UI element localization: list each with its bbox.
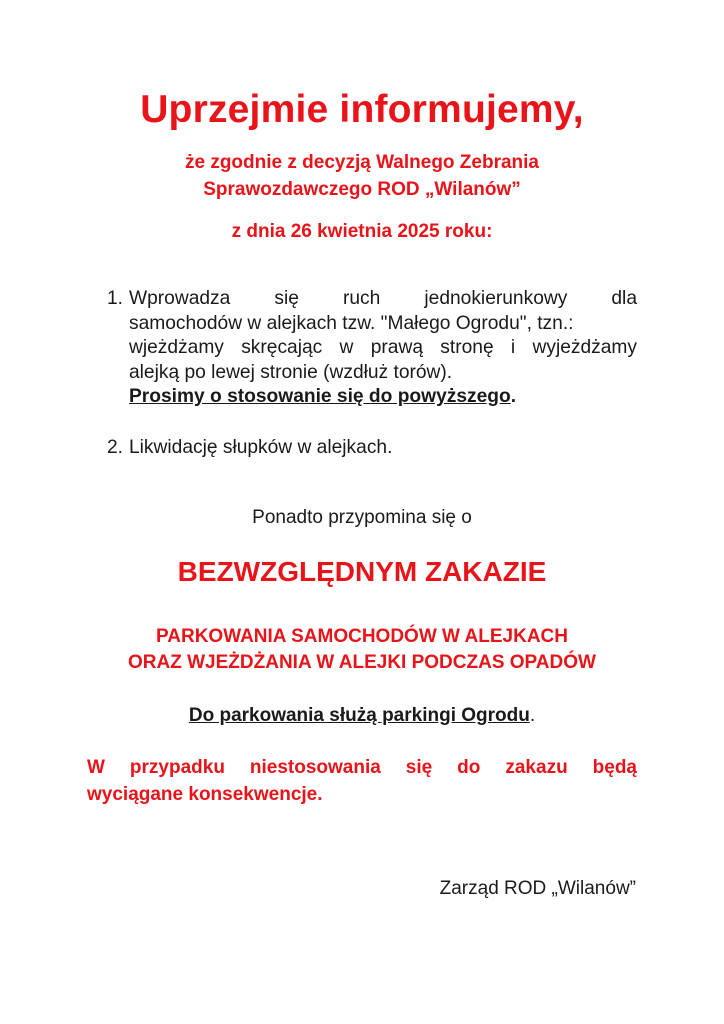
list-item	[107, 287, 637, 410]
list-item-emphasis-end: .	[510, 386, 517, 407]
list-item-text: Likwidację słupków w alejkach.	[129, 436, 393, 458]
subtitle-line-2: Sprawozdawczego ROD „Wilanów”	[203, 179, 521, 200]
list-item-emphasis-line	[129, 385, 637, 410]
notice-title: Uprzejmie informujemy,	[140, 88, 584, 131]
list-item-number: 2.	[107, 436, 124, 458]
reminder-text: Ponadto przypomina się o	[252, 507, 472, 528]
list-item-line: alejką po lewej stronie (wzdłuż torów).	[129, 361, 453, 383]
list-item	[107, 436, 637, 461]
subtitle-date-line: z dnia 26 kwietnia 2025 roku:	[231, 221, 493, 242]
list-item-emphasis: Prosimy o stosowanie się do powyższego	[129, 386, 511, 407]
parking-text: Do parkowania służą parkingi Ogrodu	[188, 705, 530, 726]
ban-detail-line-2: ORAZ WJEŻDŻANIA W ALEJKI PODCZAS OPADÓW	[128, 652, 596, 673]
signature: Zarząd ROD „Wilanów”	[439, 878, 636, 899]
list-item-number: 1.	[107, 288, 124, 309]
consequences-warning	[87, 754, 637, 808]
consequences-line-2: wyciągane konsekwencje.	[87, 784, 323, 805]
subtitle-line-1: że zgodnie z decyzją Walnego Zebrania	[184, 152, 540, 173]
consequences-line-1: W przypadku niestosowania się do zakazu będą	[87, 757, 637, 778]
ban-detail	[0, 624, 724, 676]
parking-end: .	[529, 705, 536, 726]
list-item-line: Wprowadza się ruch jednokierunkowy dla	[129, 288, 637, 309]
list-item-line: wjeżdżamy skręcając w prawą stronę i wyjeżdżamy	[129, 337, 637, 358]
list-item-line: samochodów w alejkach tzw. "Małego Ogrodu", tzn.:	[129, 312, 574, 334]
ban-heading: BEZWZGLĘDNYM ZAKAZIE	[177, 556, 547, 587]
decision-list	[107, 287, 637, 460]
ban-detail-line-1: PARKOWANIA SAMOCHODÓW W ALEJKACH	[156, 626, 568, 647]
parking-info	[0, 705, 724, 727]
